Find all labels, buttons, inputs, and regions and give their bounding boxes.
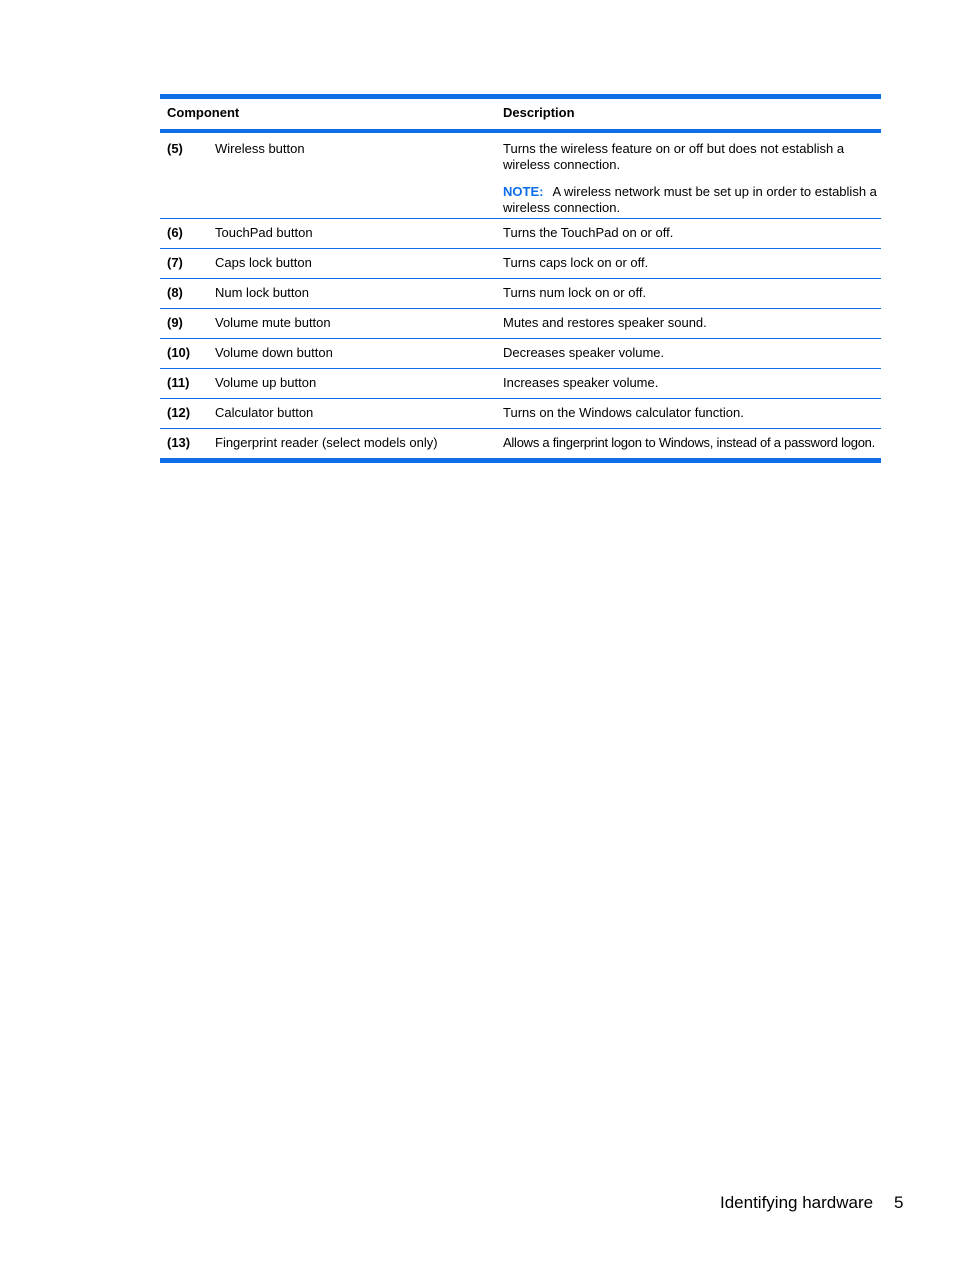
row-number: (9) xyxy=(167,315,183,330)
footer-section-title: Identifying hardware xyxy=(720,1193,874,1212)
row-component: TouchPad button xyxy=(215,225,313,240)
row-component: Wireless button xyxy=(215,141,305,156)
table-row xyxy=(160,429,881,458)
table-row xyxy=(160,399,881,429)
row-component: Volume mute button xyxy=(215,315,331,330)
note-label: NOTE: xyxy=(503,184,544,199)
row-description: Turns the wireless feature on or off but does not establish a wireless connection. xyxy=(503,141,845,172)
row-component: Volume up button xyxy=(215,375,317,390)
row-description: Mutes and restores speaker sound. xyxy=(503,315,707,330)
table-row xyxy=(160,309,881,339)
table-header xyxy=(160,99,881,133)
page-number: 5 xyxy=(894,1193,904,1212)
table-row xyxy=(160,249,881,279)
component-table xyxy=(160,94,881,463)
table-row xyxy=(160,219,881,249)
row-number: (13) xyxy=(167,435,191,450)
header-component: Component xyxy=(167,105,240,120)
row-number: (7) xyxy=(167,255,183,270)
row-description: Turns the TouchPad on or off. xyxy=(503,225,674,240)
row-number: (6) xyxy=(167,225,183,240)
table-row xyxy=(160,279,881,309)
row-description: Decreases speaker volume. xyxy=(503,345,665,360)
row-description: Turns caps lock on or off. xyxy=(503,255,649,270)
row-component: Calculator button xyxy=(215,405,314,420)
row-description: Turns num lock on or off. xyxy=(503,285,647,300)
row-description-cell xyxy=(503,141,878,216)
table-row xyxy=(160,339,881,369)
row-number: (10) xyxy=(167,345,191,360)
row-number: (5) xyxy=(167,141,183,156)
row-component: Num lock button xyxy=(215,285,309,300)
row-component: Fingerprint reader (select models only) xyxy=(215,435,438,450)
row-number: (12) xyxy=(167,405,191,420)
note xyxy=(503,184,878,216)
row-component: Caps lock button xyxy=(215,255,312,270)
row-number: (8) xyxy=(167,285,183,300)
row-component: Volume down button xyxy=(215,345,333,360)
header-description: Description xyxy=(503,105,575,120)
table-row xyxy=(160,369,881,399)
row-description: Increases speaker volume. xyxy=(503,375,659,390)
row-description: Allows a fingerprint logon to Windows, instead of a password logon. xyxy=(503,435,876,450)
note-text: A wireless network must be set up in order to establish a wireless connection. xyxy=(503,184,877,215)
row-description: Turns on the Windows calculator function. xyxy=(503,405,744,420)
table-row xyxy=(160,133,881,219)
row-number: (11) xyxy=(167,375,190,390)
